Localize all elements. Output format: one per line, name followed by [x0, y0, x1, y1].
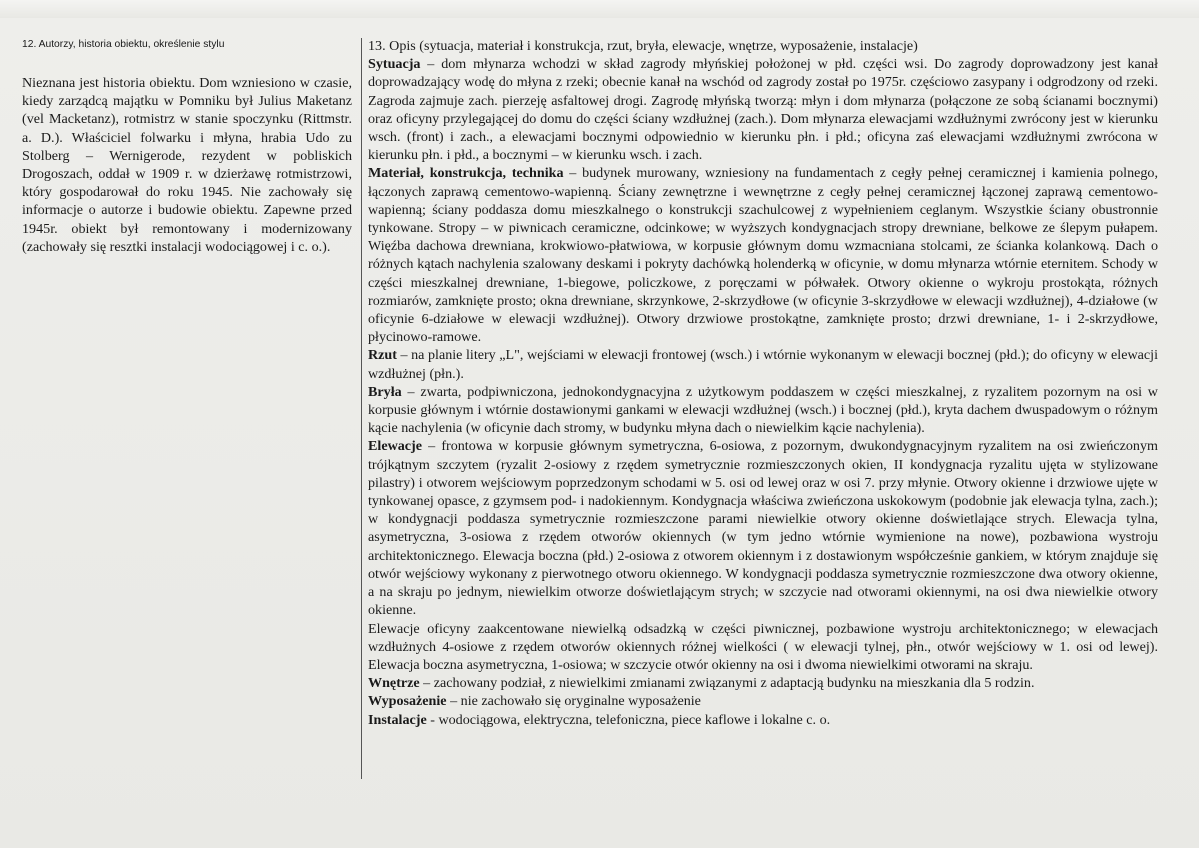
text-material: – budynek murowany, wzniesiony na fundamentach z cegły pełnej ceramicznej i kamienia polnego, łączonych zaprawą cementowo-wapienną. Ściany zewnętrzne i wewnętrzne z cegły pełnej ceramicznej łączonej zaprawą cementowo-wapienną; ściany poddasza domu mieszkalnego o konstrukcji szachulcowej z wypełnieniem ceglanym. Wszystkie ściany obustronnie tynkowane. Stropy – w piwnicach ceramiczne, odcinkowe; w wyższych kondygnacjach stropy drewniane, belkowe ze ślepym pułapem. Więźba dachowa drewniana, krokwiowo-płatwiowa, w korpusie głównym domu wzmacniana stolcami, ze ścianka kolankową. Dach o różnych kątach nachylenia szalowany deskami i pokryty dachówką holenderką w oficynie, w domu młynarza wtórnie eternitem. Schody w części mieszkalnej drewniane, 1-biegowe, policzkowe, z poręczami w półwałek. Otwory okienne o wykroju prostokąta, różnych rozmiarów, zamknięte prosto; okna drewniane, skrzynkowe, 2-skrzydłowe (w oficynie 3-skrzydłowe w elewacji wzdłużnej), 4-działowe (w oficynie 6-działowe w elewacji wzdłużnej). Otwory drzwiowe prostokątne, zamknięte prosto; drzwi drewniane, 1- i 2-skrzydłowe, płycinowo-ramowe. — [368, 165, 1158, 346]
text-instalacje: - wodociągowa, elektryczna, telefoniczna, piece kaflowe i lokalne c. o. — [426, 711, 831, 728]
text-bryla: – zwarta, podpiwniczona, jednokondygnacyjna z użytkowym poddaszem w części mieszkalnej, z ryzalitem pozornym na osi w korpusie głównym i wtórnie dostawionymi gankami w elewacji wzdłużnej (wsch.) i bocznej (płd.), kryta dachem dwuspadowym o różnym kącie nachylenia (w oficynie dach stromy, w budynku młyna dach o niewielkim kącie nachylenia). — [368, 383, 1158, 437]
label-instalacje: Instalacje — [368, 711, 427, 728]
text-wyposazenie: – nie zachowało się oryginalne wyposażenie — [446, 693, 701, 710]
left-column — [22, 38, 352, 256]
label-wnetrze: Wnętrze — [368, 675, 420, 692]
label-material: Materiał, konstrukcja, technika — [368, 165, 564, 182]
section-12-heading: 12. Autorzy, historia obiektu, określenie stylu — [22, 39, 225, 50]
paragraph-rzut — [368, 346, 1158, 382]
section-13-heading: 13. Opis (sytuacja, materiał i konstrukcja, rzut, bryła, elewacje, wnętrze, wyposażenie, instalacje) — [368, 38, 918, 54]
text-sytuacja: – dom młynarza wchodzi w skład zagrody młyńskiej położonej w płd. części wsi. Do zagrody doprowadzony jest kanał doprowadzający wodę do młyna z rzeki; obecnie kanał na wschód od zagrody został po 1975r. częściowo zasypany i odgrodzony od rzeki. Zagroda zajmuje zach. pierzeję asfaltowej drogi. Zagrodę młyńską tworzą: młyn i dom młynarza (połączone ze sobą ścianami bocznymi) oraz oficyny przylegającej do domu do części ściany wzdłużnej (zach.). Dom młynarza elewacjami wzdłużnymi zwrócony jest w kierunku wsch. (front) i zach., a elewacjami bocznymi odpowiednio w kierunku płn. i płd.; oficyna zaś elewacjami wzdłużnymi zwrócona w kierunku płn. i płd., a bocznymi – w kierunku wsch. i zach. — [368, 56, 1158, 164]
scan-top-edge — [0, 0, 1199, 18]
paragraph-wyposazenie — [368, 692, 1158, 710]
paragraph-wnetrze — [368, 674, 1158, 692]
paragraph-sytuacja — [368, 55, 1158, 164]
label-rzut: Rzut — [368, 347, 397, 364]
column-divider — [361, 38, 362, 779]
paragraph-instalacje — [368, 711, 1158, 729]
paragraph-elewacje-oficyny: Elewacje oficyny zaakcentowane niewielką odsadzką w części piwnicznej, pozbawione wystroju architektonicznego; w elewacjach wzdłużnych 4-osiowe z rzędem otworów okiennych różnej wielkości ( w elewacji tylnej, płn., otwór wejściowy w 1. osi od lewej). Elewacja boczna asymetryczna, 1-osiowa; w szczycie otwór okienny na osi i dwoma niewielkimi otworami na skraju. — [368, 620, 1158, 673]
text-rzut: – na planie litery „L", wejściami w elewacji frontowej (wsch.) i wtórnie wykonanym w elewacji bocznej (płd.); do oficyny w elewacji wzdłużnej (płn.). — [368, 347, 1158, 382]
text-wnetrze: – zachowany podział, z niewielkimi zmianami związanymi z adaptacją budynku na mieszkania dla 5 rodzin. — [419, 675, 1035, 692]
text-elewacje: – frontowa w korpusie głównym symetryczna, 6-osiowa, z pozornym, dwukondygnacyjnym ryzalitem na osi zwieńczonym trójkątnym szczytem (ryzalit 2-osiowy z rzędem symetrycznie rozmieszczonych okien, II kondygnacja ryzalitu ujęta w stylizowane pilastry) i otworem wejściowym poprzedzonym schodami w 5. osi od lewej oraz w osi 7. przy młynie. Otwory okienne i drzwiowe ujęte w tynkowanej opasce, z gzymsem pod- i nadokiennym. Kondygnacja właściwa zwieńczona uskokowym (podobnie jak elewacja tylna, zach.); w kondygnacji poddasza symetrycznie rozmieszczone parami niewielkie otwory okienne doświetlające strych. Elewacja tylna, asymetryczna, 3-osiowa z rzędem otworów okiennych (w tym jedno wtórnie wymienione na nowe), pozbawiona wystroju architektonicznego. Elewacja boczna (płd.) 2-osiowa z otworem okiennym i z dostawionym współcześnie gankiem, w którym znajduje się otwór wejściowy wykonany z pierwotnego otworu okiennego. W kondygnacji poddasza symetrycznie rozmieszczone dwa otwory okienne, a na skraju po jednym, niewielkim otworze doświetlającym strych; w szczycie nad otworami okiennymi, na osi dwa niewielkie otwory okienne. — [368, 438, 1158, 619]
label-sytuacja: Sytuacja — [368, 56, 421, 73]
label-wyposazenie: Wyposażenie — [368, 693, 447, 710]
paragraph-material — [368, 164, 1158, 346]
paragraph-elewacje — [368, 437, 1158, 619]
label-elewacje: Elewacje — [368, 438, 423, 455]
paragraph-bryla — [368, 383, 1158, 438]
label-bryla: Bryła — [368, 383, 402, 400]
right-column — [368, 37, 1158, 729]
history-paragraph: Nieznana jest historia obiektu. Dom wzniesiono w czasie, kiedy zarządcą majątku w Pomniku był Julius Maketanz (vel Macketanz), rotmistrz w stanie spoczynku (Rittmstr. a. D.). Właściciel folwarku i młyna, hrabia Udo zu Stolberg – Wernigerode, rezydent w pobliskich Drogoszach, oddał w 1909 r. w dzierżawę rotmistrzowi, który gospodarował do roku 1945. Nie zachowały się informacje o autorze i budowie obiektu. Zapewne przed 1945r. obiekt był remontowany i modernizowany (zachowały się resztki instalacji wodociągowej i c. o.). — [22, 75, 352, 255]
